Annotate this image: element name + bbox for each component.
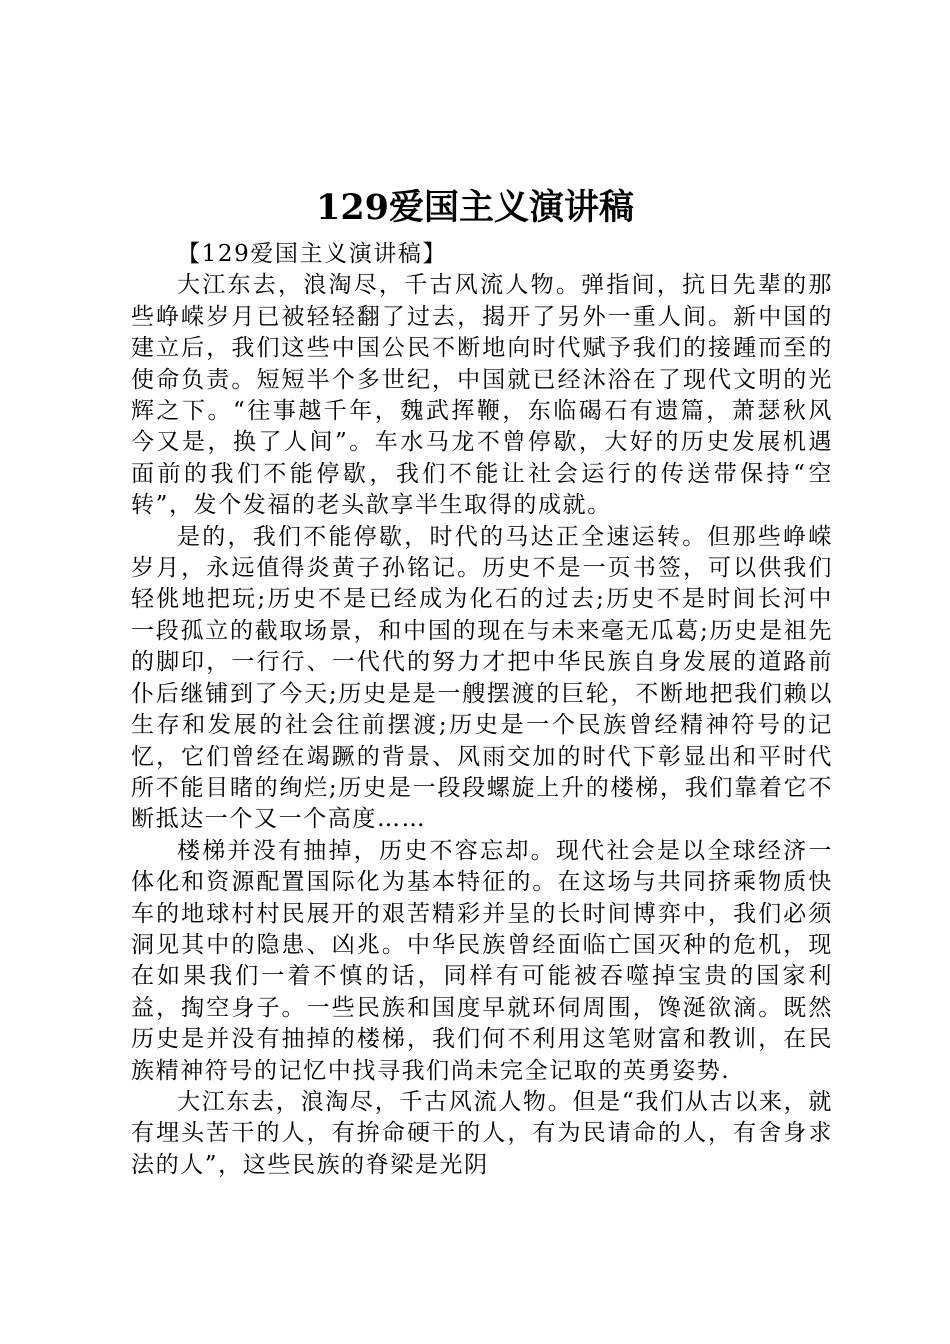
paragraph-1: 大江东去，浪淘尽，千古风流人物。弹指间，抗日先辈的那些峥嵘岁月已被轻轻翻了过去，揭开了另外一重人间。新中国的建立后，我们这些中国公民不断地向时代赋予我们的接踵而至的使命负责。短短半个多世纪，中国就已经沐浴在了现代文明的光辉之下。“往事越千年，魏武挥鞭，东临碣石有遗篇，萧瑟秋风今又是，换了人间”。车水马龙不曾停歇，大好的历史发展机遇面前的我们不能停歇，我们不能让社会运行的传送带保持“空转”，发个发福的老头歆享半生取得的成就。 bbox=[131, 272, 833, 519]
subtitle-line: 【129爱国主义演讲稿】 bbox=[177, 241, 448, 267]
paragraph-2: 是的，我们不能停歇，时代的马达正全速运转。但那些峥嵘岁月，永远值得炎黄子孙铭记。历史不是一页书签，可以供我们轻佻地把玩;历史不是已经成为化石的过去;历史不是时间长河中一段孤立的截取场景，和中国的现在与未来毫无瓜葛;历史是祖先的脚印，一行行、一代代的努力才把中华民族自身发展的道路前仆后继铺到了今天;历史是是一艘摆渡的巨轮，不断地把我们赖以生存和发展的社会往前摆渡;历史是一个民族曾经精神符号的记忆，它们曾经在竭蹶的背景、风雨交加的时代下彰显出和平时代所不能目睹的绚烂;历史是一段段螺旋上升的楼梯，我们靠着它不断抵达一个又一个高度…… bbox=[131, 523, 833, 833]
document-title: 129爱国主义演讲稿 bbox=[315, 187, 635, 228]
paragraph-4: 大江东去，浪淘尽，千古风流人物。但是“我们从古以来，就有埋头苦干的人，有拚命硬干的人，有为民请命的人，有舍身求法的人”，这些民族的脊梁是光阴 bbox=[131, 1088, 833, 1178]
paragraph-3: 楼梯并没有抽掉，历史不容忘却。现代社会是以全球经济一体化和资源配置国际化为基本特征的。在这场与共同挤乘物质快车的地球村村民展开的艰苦精彩并呈的长时间博弈中，我们必须洞见其中的隐患、凶兆。中华民族曾经面临亡国灭种的危机，现在如果我们一着不慎的话，同样有可能被吞噬掉宝贵的国家利益，掏空身子。一些民族和国度早就环伺周围，馋涎欲滴。既然历史是并没有抽掉的楼梯，我们何不利用这笔财富和教训，在民族精神符号的记忆中找寻我们尚未完全记取的英勇姿势. bbox=[131, 837, 833, 1084]
document-body bbox=[131, 239, 833, 1181]
